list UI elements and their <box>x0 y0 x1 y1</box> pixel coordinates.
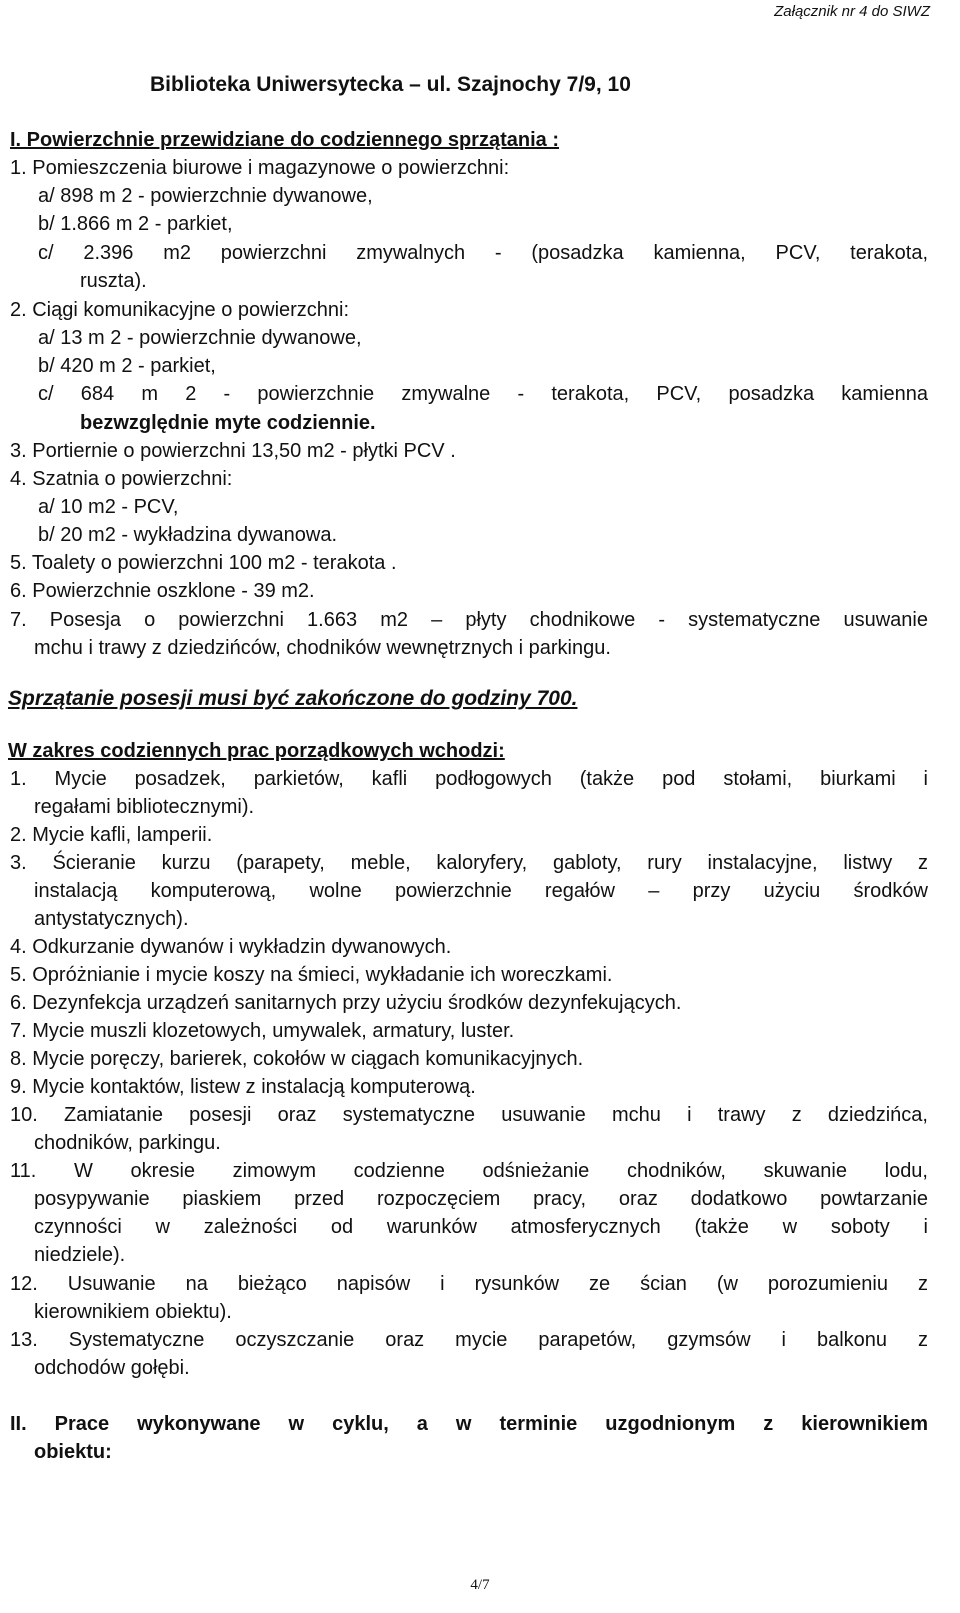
list-item: a/ 13 m 2 - powierzchnie dywanowe, <box>38 327 362 349</box>
duty-line: kierownikiem obiektu). <box>34 1301 232 1323</box>
duties-heading: W zakres codziennych prac porządkowych wchodzi: <box>8 740 505 762</box>
list-item: ruszta). <box>80 270 147 292</box>
duty-line: 4. Odkurzanie dywanów i wykładzin dywanowych. <box>10 936 452 958</box>
list-item: 2. Ciągi komunikacyjne o powierzchni: <box>10 299 350 321</box>
section-2-heading-cont: obiektu: <box>34 1441 112 1463</box>
list-item: bezwzględnie myte codziennie. <box>80 412 376 434</box>
duty-line: czynności w zależności od warunków atmosferycznych (także w soboty i <box>34 1216 928 1238</box>
duty-line: 13. Systematyczne oczyszczanie oraz mycie parapetów, gzymsów i balkonu z <box>10 1329 928 1351</box>
duty-line: instalacją komputerową, wolne powierzchnie regałów – przy użyciu środków <box>34 880 928 902</box>
duty-line: 2. Mycie kafli, lamperii. <box>10 824 213 846</box>
duty-line: regałami bibliotecznymi). <box>34 796 255 818</box>
list-item: 4. Szatnia o powierzchni: <box>10 468 233 490</box>
duty-line: odchodów gołębi. <box>34 1357 190 1379</box>
list-item: a/ 10 m2 - PCV, <box>38 496 179 518</box>
duty-line: 6. Dezynfekcja urządzeń sanitarnych przy użyciu środków dezynfekujących. <box>10 992 682 1014</box>
list-item: 5. Toalety o powierzchni 100 m2 - terakota . <box>10 552 397 574</box>
duty-line: 3. Ścieranie kurzu (parapety, meble, kaloryfery, gabloty, rury instalacyjne, listwy z <box>10 852 928 874</box>
page-number: 4/7 <box>470 1577 490 1593</box>
list-item: 7. Posesja o powierzchni 1.663 m2 – płyty chodnikowe - systematyczne usuwanie <box>10 609 928 631</box>
list-item: a/ 898 m 2 - powierzchnie dywanowe, <box>38 185 373 207</box>
document-title: Biblioteka Uniwersytecka – ul. Szajnochy 7/9, 10 <box>150 73 631 96</box>
duty-line: 11. W okresie zimowym codzienne odśnieżanie chodników, skuwanie lodu, <box>10 1160 928 1182</box>
list-item: 6. Powierzchnie oszklone - 39 m2. <box>10 580 315 602</box>
list-item: c/ 684 m 2 - powierzchnie zmywalne - terakota, PCV, posadzka kamienna <box>38 383 928 405</box>
duty-line: posypywanie piaskiem przed rozpoczęciem pracy, oraz dodatkowo powtarzanie <box>34 1188 928 1210</box>
duty-line: 5. Opróżnianie i mycie koszy na śmieci, wykładanie ich woreczkami. <box>10 964 613 986</box>
duty-line: 10. Zamiatanie posesji oraz systematyczne usuwanie mchu i trawy z dziedzińca, <box>10 1104 928 1126</box>
list-item: 1. Pomieszczenia biurowe i magazynowe o powierzchni: <box>10 157 510 179</box>
list-item: b/ 420 m 2 - parkiet, <box>38 355 216 377</box>
attachment-note: Załącznik nr 4 do SIWZ <box>774 3 930 20</box>
duty-line: 9. Mycie kontaktów, listew z instalacją komputerową. <box>10 1076 476 1098</box>
duty-line: 7. Mycie muszli klozetowych, umywalek, armatury, luster. <box>10 1020 515 1042</box>
list-item: mchu i trawy z dziedzińców, chodników wewnętrznych i parkingu. <box>34 637 611 659</box>
duty-line: chodników, parkingu. <box>34 1132 221 1154</box>
deadline-note: Sprzątanie posesji musi być zakończone do godziny 700. <box>8 687 578 710</box>
section-1-heading: I. Powierzchnie przewidziane do codziennego sprzątania : <box>10 129 559 151</box>
duty-line: antystatycznych). <box>34 908 189 930</box>
list-item: b/ 1.866 m 2 - parkiet, <box>38 213 233 235</box>
list-item: c/ 2.396 m2 powierzchni zmywalnych - (posadzka kamienna, PCV, terakota, <box>38 242 928 264</box>
list-item: 3. Portiernie o powierzchni 13,50 m2 - płytki PCV . <box>10 440 456 462</box>
duty-line: niedziele). <box>34 1244 126 1266</box>
duty-line: 12. Usuwanie na bieżąco napisów i rysunków ze ścian (w porozumieniu z <box>10 1273 928 1295</box>
section-2-heading: II. Prace wykonywane w cyklu, a w terminie uzgodnionym z kierownikiem <box>10 1413 928 1435</box>
duty-line: 1. Mycie posadzek, parkietów, kafli podłogowych (także pod stołami, biurkami i <box>10 768 928 790</box>
duty-line: 8. Mycie poręczy, barierek, cokołów w ciągach komunikacyjnych. <box>10 1048 584 1070</box>
list-item: b/ 20 m2 - wykładzina dywanowa. <box>38 524 338 546</box>
